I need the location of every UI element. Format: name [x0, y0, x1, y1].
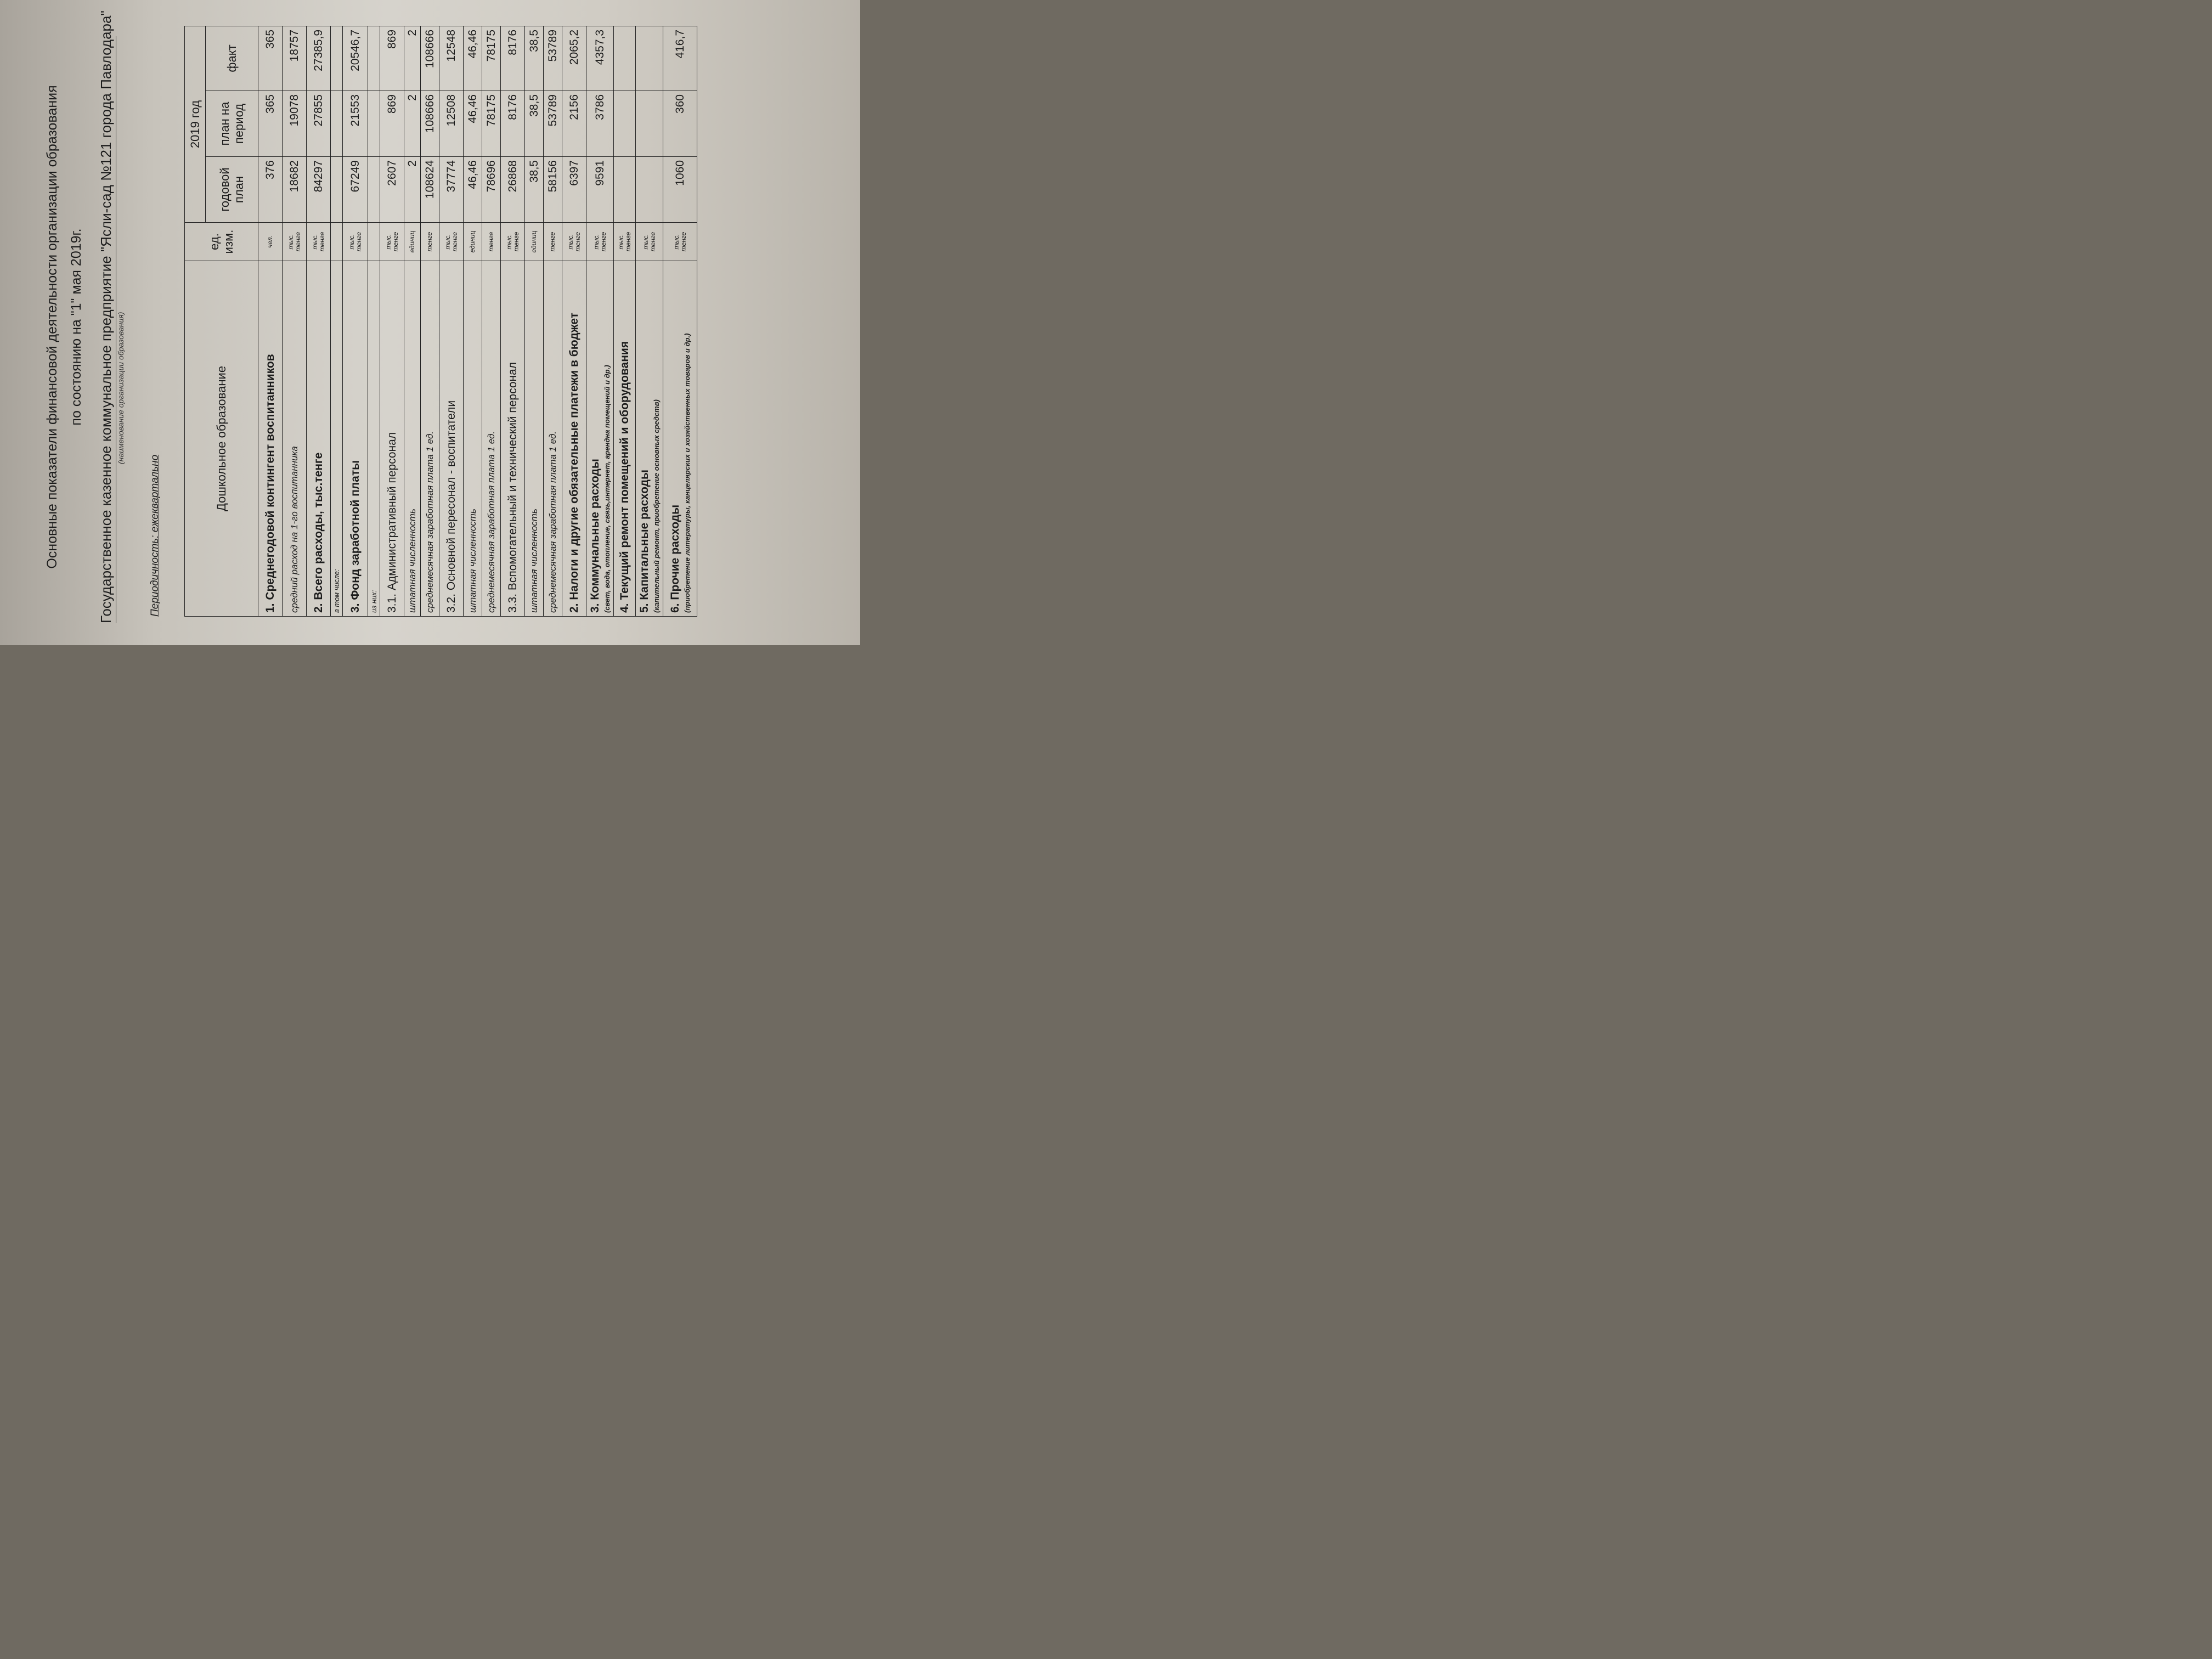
row-label-text: 3. Коммунальные расходы — [589, 459, 601, 613]
period-plan-value — [636, 91, 663, 157]
period-plan-value: 2156 — [562, 91, 586, 157]
row-label-text: среднемесячная заработная плата 1 ед. — [547, 431, 558, 613]
row-label-text: 6. Прочие расходы — [669, 504, 681, 613]
fact-value — [331, 26, 343, 91]
row-note: (свет, вода, отопление, связь,интернет, арендна помещений и др.) — [603, 365, 611, 613]
table-row — [501, 26, 525, 616]
row-unit: тыс. тенге — [636, 223, 663, 261]
document-photo — [0, 0, 860, 645]
table-row — [464, 26, 482, 616]
table-row — [525, 26, 544, 616]
row-note: (приобретение литературы, канцелярских и хозяйственных товаров и др.) — [683, 333, 691, 613]
period-plan-value — [614, 91, 636, 157]
row-unit: тыс. тенге — [586, 223, 614, 261]
period-plan-value — [331, 91, 343, 157]
row-label-text: 4. Текущий ремонт помещений и оборудования — [618, 341, 631, 613]
row-label-text: штатная численность — [467, 509, 478, 613]
fact-value: 416,7 — [663, 26, 697, 91]
fact-value: 2065,2 — [562, 26, 586, 91]
fact-value: 78175 — [482, 26, 501, 91]
period-plan-value: 19078 — [283, 91, 307, 157]
table-row — [482, 26, 501, 616]
row-label — [614, 261, 636, 617]
row-unit: тенге — [482, 223, 501, 261]
row-label-text: 3.3. Вспомогательный и технический персонал — [506, 362, 519, 613]
header-unit: ед. изм. — [185, 223, 258, 261]
row-unit: тыс. тенге — [343, 223, 368, 261]
row-unit: тыс. тенге — [663, 223, 697, 261]
period-plan-value: 3786 — [586, 91, 614, 157]
annual-plan-value: 2 — [404, 157, 421, 223]
row-label-text: 1. Среднегодовой контингент воспитанников — [263, 354, 276, 613]
annual-plan-value: 38,5 — [525, 157, 544, 223]
header-education-type: Дошкольное образование — [185, 261, 258, 617]
header-period-plan: план на период — [206, 91, 258, 157]
period-plan-value: 38,5 — [525, 91, 544, 157]
document-title-line1: Основные показатели финансовой деятельности организации образования — [44, 85, 60, 569]
table-row — [544, 26, 562, 616]
row-label-text: 3.1. Административный персонал — [385, 432, 398, 613]
row-label — [544, 261, 562, 617]
row-label — [501, 261, 525, 617]
fact-value: 12548 — [439, 26, 464, 91]
row-label — [439, 261, 464, 617]
table-row — [283, 26, 307, 616]
table-row — [562, 26, 586, 616]
table-body — [258, 26, 697, 616]
period-plan-value: 27855 — [307, 91, 331, 157]
period-plan-value: 46,46 — [464, 91, 482, 157]
periodicity-label: Периодичность: ежеквартально — [149, 454, 161, 617]
row-label — [368, 261, 380, 617]
annual-plan-value — [368, 157, 380, 223]
annual-plan-value: 6397 — [562, 157, 586, 223]
table-row — [380, 26, 404, 616]
annual-plan-value: 84297 — [307, 157, 331, 223]
period-plan-value: 12508 — [439, 91, 464, 157]
fact-value: 108666 — [421, 26, 439, 91]
row-label — [283, 261, 307, 617]
annual-plan-value: 1060 — [663, 157, 697, 223]
row-unit: тыс. тенге — [501, 223, 525, 261]
row-label — [421, 261, 439, 617]
annual-plan-value — [331, 157, 343, 223]
row-label — [464, 261, 482, 617]
row-label-text: среднемесячная заработная плата 1 ед. — [424, 431, 435, 613]
fact-value: 18757 — [283, 26, 307, 91]
row-label-text: 2. Налоги и другие обязательные платежи в бюджет — [567, 312, 580, 613]
annual-plan-value: 67249 — [343, 157, 368, 223]
header-annual-plan: годовой план — [206, 157, 258, 223]
table-row — [586, 26, 614, 616]
annual-plan-value: 37774 — [439, 157, 464, 223]
row-label-text: в том числе: — [332, 569, 341, 613]
row-label-text: 2. Всего расходы, тыс.тенге — [312, 452, 325, 613]
annual-plan-value: 108624 — [421, 157, 439, 223]
row-unit: тыс. тенге — [614, 223, 636, 261]
row-label — [636, 261, 663, 617]
table-row — [307, 26, 331, 616]
fact-value — [614, 26, 636, 91]
annual-plan-value: 26868 — [501, 157, 525, 223]
header-year: 2019 год — [185, 26, 206, 222]
annual-plan-value: 2607 — [380, 157, 404, 223]
row-unit: тенге — [421, 223, 439, 261]
row-label-text: 3.2. Основной пересонал - воспитатели — [444, 400, 458, 613]
period-plan-value: 360 — [663, 91, 697, 157]
row-unit: тыс. тенге — [307, 223, 331, 261]
period-plan-value: 365 — [258, 91, 283, 157]
row-label — [562, 261, 586, 617]
row-unit: тенге — [544, 223, 562, 261]
annual-plan-value: 9591 — [586, 157, 614, 223]
row-unit: единиц — [525, 223, 544, 261]
table-row — [368, 26, 380, 616]
row-label-text: из них: — [370, 590, 378, 613]
row-unit: тыс. тенге — [380, 223, 404, 261]
annual-plan-value — [636, 157, 663, 223]
table-row — [663, 26, 697, 616]
row-unit: тыс. тенге — [283, 223, 307, 261]
annual-plan-value: 376 — [258, 157, 283, 223]
row-unit: единиц — [404, 223, 421, 261]
row-label — [525, 261, 544, 617]
row-unit: тыс. тенге — [439, 223, 464, 261]
period-plan-value: 8176 — [501, 91, 525, 157]
annual-plan-value: 58156 — [544, 157, 562, 223]
fact-value: 2 — [404, 26, 421, 91]
table-row — [258, 26, 283, 616]
fact-value: 365 — [258, 26, 283, 91]
row-unit — [331, 223, 343, 261]
row-label — [307, 261, 331, 617]
annual-plan-value — [614, 157, 636, 223]
row-label — [343, 261, 368, 617]
fact-value: 8176 — [501, 26, 525, 91]
table-row — [331, 26, 343, 616]
fact-value — [636, 26, 663, 91]
row-label — [331, 261, 343, 617]
financial-indicators-table — [184, 26, 697, 617]
document-page — [0, 0, 860, 645]
row-unit: чел. — [258, 223, 283, 261]
fact-value: 20546,7 — [343, 26, 368, 91]
row-unit: тыс. тенге — [562, 223, 586, 261]
row-label-text: 5. Капитальные расходы — [638, 470, 651, 613]
row-label-text: штатная численность — [528, 509, 539, 613]
fact-value: 53789 — [544, 26, 562, 91]
table-row — [421, 26, 439, 616]
row-unit — [368, 223, 380, 261]
fact-value: 869 — [380, 26, 404, 91]
organization-caption: (наименование организации образования) — [116, 312, 125, 464]
document-title-line2: по состоянию на "1" мая 2019г. — [69, 228, 84, 426]
row-label-text: штатная численность — [407, 509, 417, 613]
table-row — [343, 26, 368, 616]
row-label — [380, 261, 404, 617]
row-label — [258, 261, 283, 617]
period-plan-value — [368, 91, 380, 157]
period-plan-value: 53789 — [544, 91, 562, 157]
row-label-text: среднемесячная заработная плата 1 ед. — [486, 431, 496, 613]
period-plan-value: 108666 — [421, 91, 439, 157]
fact-value: 27385,9 — [307, 26, 331, 91]
row-note: (капительный ремонт, приобретение основных средств) — [652, 399, 661, 613]
row-label-text: 3. Фонд заработной платы — [348, 460, 362, 613]
period-plan-value: 869 — [380, 91, 404, 157]
fact-value: 46,46 — [464, 26, 482, 91]
table-row — [404, 26, 421, 616]
annual-plan-value: 18682 — [283, 157, 307, 223]
organization-name: Государственное казенное коммунальное предприятие "Ясли-сад №121 города Павлодара" — [98, 36, 116, 623]
period-plan-value: 2 — [404, 91, 421, 157]
period-plan-value: 21553 — [343, 91, 368, 157]
period-plan-value: 78175 — [482, 91, 501, 157]
table-row — [439, 26, 464, 616]
annual-plan-value: 46,46 — [464, 157, 482, 223]
row-label — [404, 261, 421, 617]
table-row — [636, 26, 663, 616]
row-label — [482, 261, 501, 617]
fact-value: 38,5 — [525, 26, 544, 91]
fact-value: 4357,3 — [586, 26, 614, 91]
table-row — [614, 26, 636, 616]
row-label-text: средний расход на 1-го воспитанника — [289, 446, 300, 613]
annual-plan-value: 78696 — [482, 157, 501, 223]
row-label — [663, 261, 697, 617]
header-fact: факт — [206, 26, 258, 91]
fact-value — [368, 26, 380, 91]
row-unit: единиц — [464, 223, 482, 261]
row-label — [586, 261, 614, 617]
